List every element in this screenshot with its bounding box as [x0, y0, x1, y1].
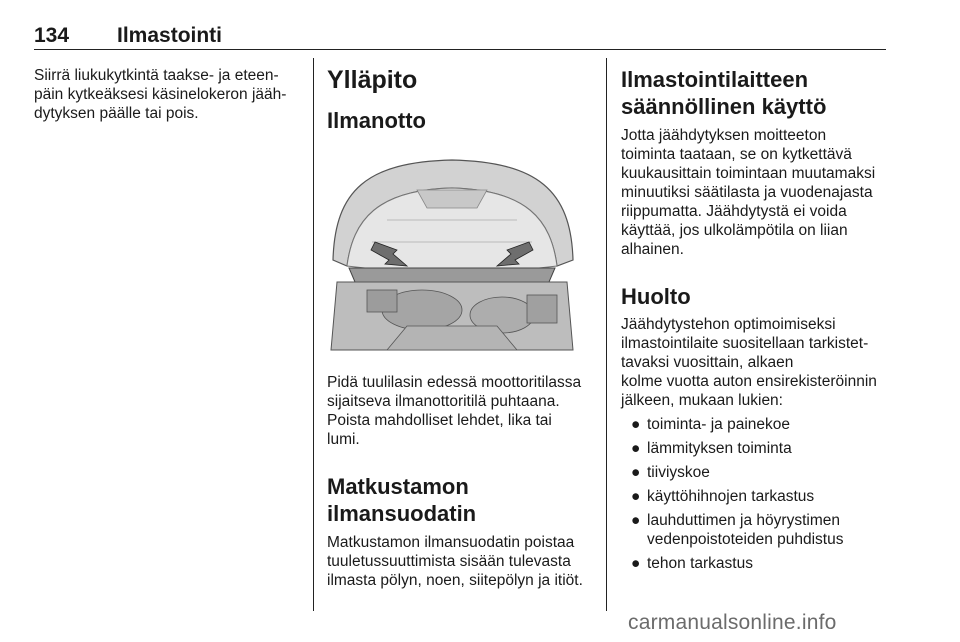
- air-intake-heading: Ilmanotto: [327, 108, 426, 133]
- middle-column: [327, 58, 592, 590]
- cabin-filter-heading: Matkustamon ilmansuodatin: [327, 474, 477, 526]
- list-item: ● tehon tarkastus: [631, 555, 753, 572]
- air-intake-text: Pidä tuulilasin edessä moottoritilassa sijaitseva ilmanottoritilä puhtaana. Poista mahdolliset lehdet, lika tai lumi.: [327, 374, 582, 448]
- list-item: ● lauhduttimen ja höyrystimen vedenpoistoteiden puhdistus: [631, 512, 844, 548]
- bullet-icon: ●: [631, 416, 641, 433]
- bullet-icon: ●: [631, 488, 641, 505]
- engine-bay-figure: [327, 150, 592, 360]
- list-item: ● toiminta- ja painekoe: [631, 416, 791, 433]
- regular-use-heading: Ilmastointilaitteen säännöllinen käyttö: [621, 67, 827, 119]
- bullet-icon: ●: [631, 512, 641, 529]
- page-header: [0, 0, 960, 52]
- bullet-icon: ●: [631, 555, 641, 572]
- list-item: ● käyttöhihnojen tarkastus: [631, 488, 815, 505]
- right-column: [621, 58, 889, 573]
- list-item: ● tiiviyskoe: [631, 464, 710, 481]
- service-checklist: [621, 415, 889, 573]
- watermark[interactable]: carmanualsonline.info: [628, 611, 837, 634]
- maintenance-heading: Ylläpito: [327, 66, 418, 94]
- service-text: Jäähdytystehon optimoimiseksi ilmastointilaite suositellaan tarkistet- tavaksi vuosittain, alkaen kolme vuotta auton ensirekisteröinnin jälkeen, mukaan lukien:: [621, 316, 877, 409]
- page-number: 134: [34, 24, 70, 47]
- column-divider-right: [606, 58, 607, 611]
- list-item: ● lämmityksen toiminta: [631, 440, 792, 457]
- glovebox-cooling-text: Siirrä liukukytkintä taakse- ja eteen- päin kytkeäksesi käsinelokeron jääh- dytyksen päälle tai pois.: [34, 67, 287, 122]
- cabin-filter-text: Matkustamon ilmansuodatin poistaa tuuletussuuttimista sisään tulevasta ilmasta pölyn, noen, siitepölyn ja itiöt.: [327, 534, 583, 589]
- left-column: [34, 58, 302, 123]
- engine-bay-hood-open-icon: [327, 150, 577, 360]
- section-title: Ilmastointi: [117, 24, 223, 47]
- column-divider-left: [313, 58, 314, 611]
- regular-use-text: Jotta jäähdytyksen moitteeton toiminta taataan, se on kytkettävä kuukausittain toimintaan muutamaksi minuutiksi säätilasta ja vuodenajasta riippumatta. Jäähdytystä ei voida käyttää, jos ulkolämpötila on liian alhainen.: [621, 127, 876, 258]
- service-heading: Huolto: [621, 284, 691, 309]
- bullet-icon: ●: [631, 464, 641, 481]
- header-rule: [34, 49, 886, 50]
- bullet-icon: ●: [631, 440, 641, 457]
